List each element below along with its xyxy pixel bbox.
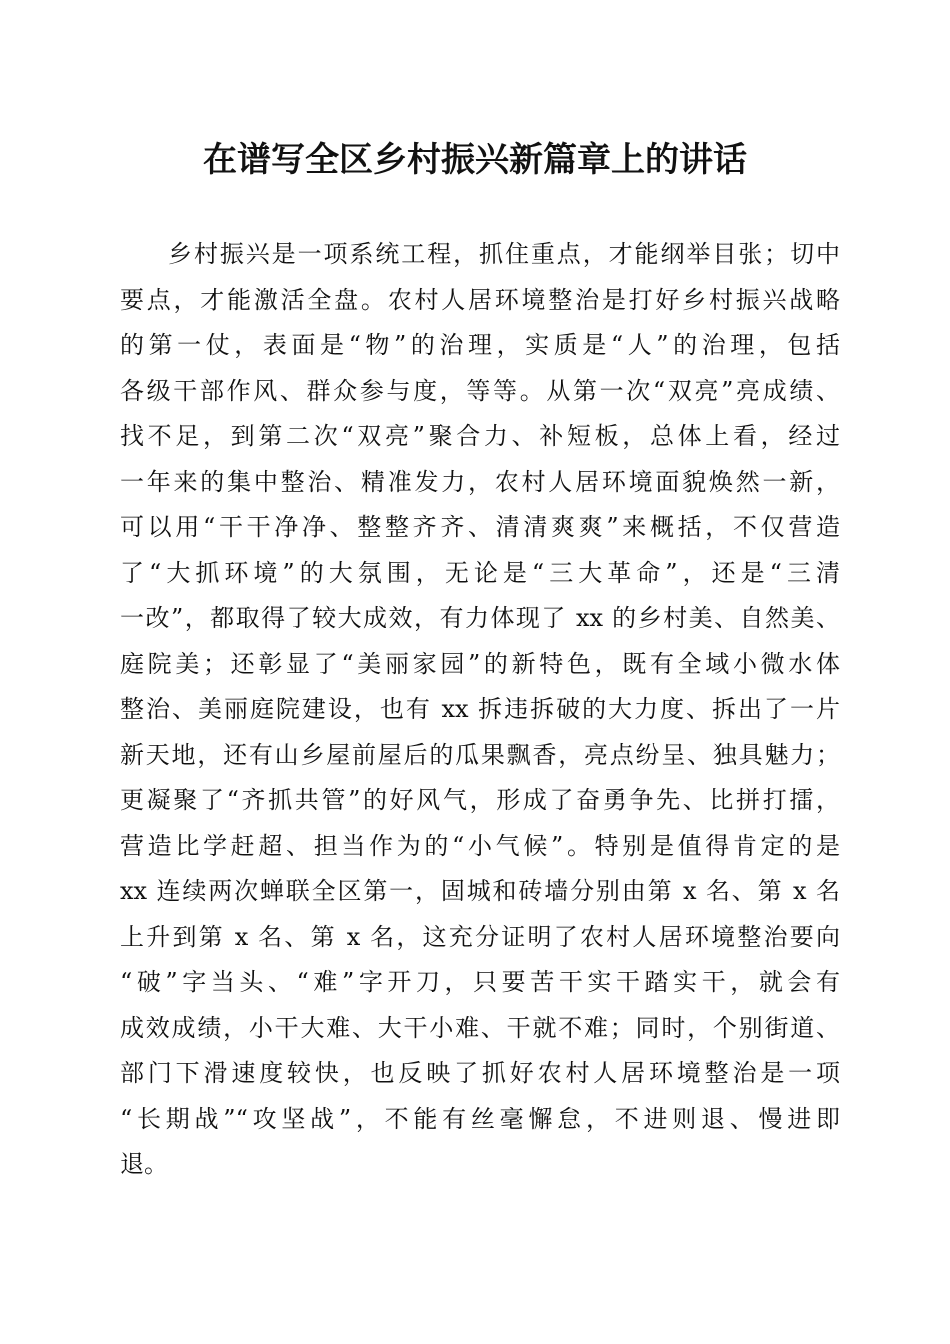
paragraph-line: 部门下滑速度较快，也反映了抓好农村人居环境整治是一项	[120, 1059, 840, 1087]
paragraph-line: 上升到第 x 名、第 x 名，这充分证明了农村人居环境整治要向	[120, 922, 840, 951]
paragraph-line: “长期战”“攻坚战”，不能有丝毫懈怠，不进则退、慢进即	[120, 1104, 840, 1133]
paragraph-line: 整治、美丽庭院建设，也有 xx 拆违拆破的大力度、拆出了一片	[120, 695, 840, 723]
paragraph-line: 更凝聚了“齐抓共管”的好风气，形成了奋勇争先、比拼打擂，	[120, 786, 840, 814]
paragraph-line: “破”字当头、“难”字开刀，只要苦干实干踏实干，就会有	[120, 968, 840, 996]
paragraph-line: xx 连续两次蝉联全区第一，固城和砖墙分别由第 x 名、第 x 名	[120, 877, 840, 905]
paragraph-line: 成效成绩，小干大难、大干小难、干就不难；同时，个别街道、	[120, 1013, 840, 1042]
paragraph-line: 新天地，还有山乡屋前屋后的瓜果飘香，亮点纷呈、独具魅力；	[120, 740, 840, 769]
paragraph-line: 要点，才能激活全盘。农村人居环境整治是打好乡村振兴战略	[120, 285, 840, 314]
paragraph-line: 营造比学赶超、担当作为的“小气候”。特别是值得肯定的是	[120, 831, 840, 860]
paragraph-line: 可以用“干干净净、整整齐齐、清清爽爽”来概括，不仅营造	[120, 513, 840, 541]
body-paragraph	[120, 232, 840, 1188]
paragraph-line: 一年来的集中整治、精准发力，农村人居环境面貌焕然一新，	[120, 467, 840, 496]
paragraph-line: 一改”，都取得了较大成效，有力体现了 xx 的乡村美、自然美、	[120, 604, 840, 632]
paragraph-line: 庭院美；还彰显了“美丽家园”的新特色，既有全域小微水体	[120, 649, 840, 678]
paragraph-line: 乡村振兴是一项系统工程，抓住重点，才能纲举目张；切中	[168, 240, 840, 268]
paragraph-line: 找不足，到第二次“双亮”聚合力、补短板，总体上看，经过	[120, 422, 840, 450]
paragraph-line: 退。	[120, 1150, 168, 1178]
paragraph-line: 了“大抓环境”的大氛围，无论是“三大革命”，还是“三清	[120, 558, 840, 587]
paragraph-line: 的第一仗，表面是“物”的治理，实质是“人”的治理，包括	[120, 331, 840, 359]
paragraph-line: 各级干部作风、群众参与度，等等。从第一次“双亮”亮成绩、	[120, 376, 840, 405]
document-title: 在谱写全区乡村振兴新篇章上的讲话	[203, 140, 747, 180]
